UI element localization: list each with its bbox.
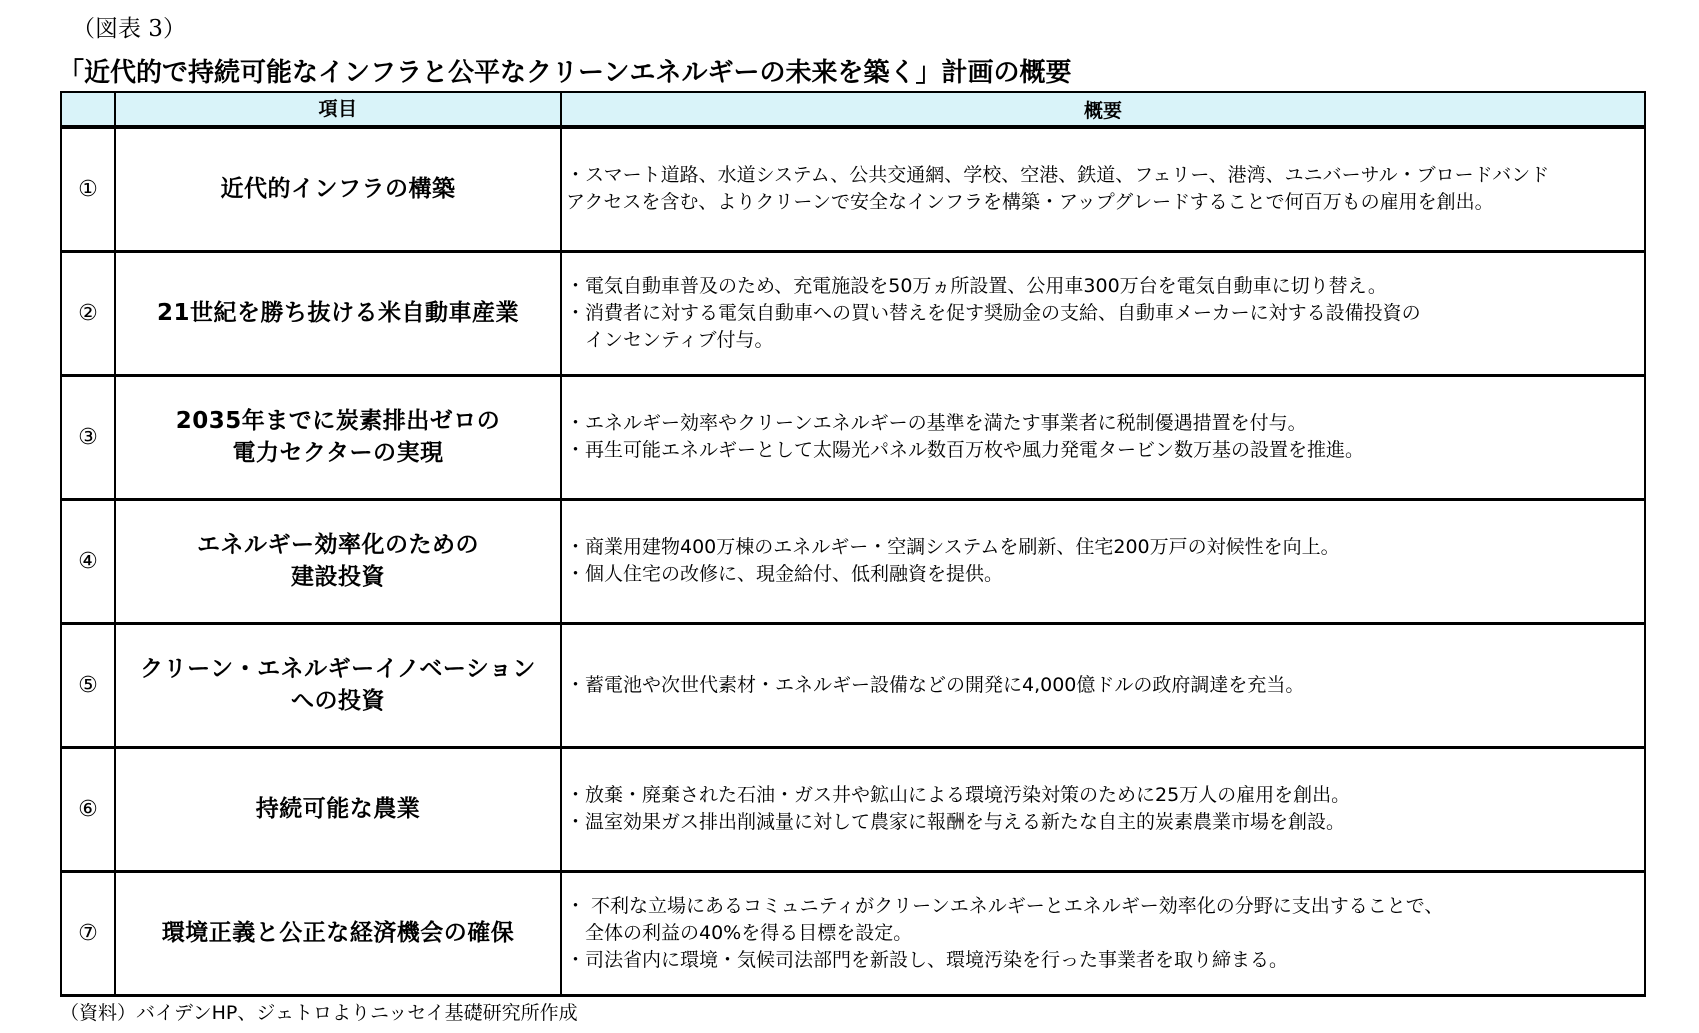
row-summary — [561, 871, 1645, 995]
table-header-row — [61, 92, 1645, 127]
plan-summary-table — [60, 91, 1646, 997]
row-summary — [561, 499, 1645, 623]
row-summary — [561, 127, 1645, 251]
table-row — [61, 251, 1645, 375]
summary-line: インセンティブ付与。 — [566, 328, 774, 351]
header-summary: 概要 — [561, 92, 1645, 127]
page-title: 「近代的で持続可能なインフラと公平なクリーンエネルギーの未来を築く」計画の概要 — [58, 58, 1072, 88]
table-row — [61, 375, 1645, 499]
item-line: への投資 — [291, 688, 385, 714]
row-item — [115, 375, 561, 499]
row-item — [115, 747, 561, 871]
summary-line: ・電気自動車普及のため、充電施設を50万ヵ所設置、公用車300万台を電気自動車に切り替え。 — [566, 274, 1387, 297]
row-summary — [561, 375, 1645, 499]
summary-line: ・個人住宅の改修に、現金給付、低利融資を提供。 — [566, 563, 1004, 585]
table-row — [61, 871, 1645, 995]
item-line: 21世紀を勝ち抜ける米自動車産業 — [156, 300, 519, 326]
item-line: エネルギー効率化のための — [197, 532, 479, 558]
item-line: 持続可能な農業 — [255, 796, 421, 822]
row-number: ① — [61, 127, 115, 251]
table-row — [61, 623, 1645, 747]
summary-line: ・スマート道路、水道システム、公共交通網、学校、空港、鉄道、フェリー、港湾、ユニバーサル・ブロードバンド — [566, 164, 1550, 187]
row-item — [115, 871, 561, 995]
row-summary — [561, 623, 1645, 747]
item-line: 建設投資 — [291, 564, 385, 590]
summary-line: ・放棄・廃棄された石油・ガス井や鉱山による環境汚染対策のために25万人の雇用を創出。 — [566, 784, 1351, 806]
row-summary — [561, 747, 1645, 871]
summary-line: ・蓄電池や次世代素材・エネルギー設備などの開発に4,000億ドルの政府調達を充当。 — [566, 673, 1305, 696]
source-note: （資料）バイデンHP、ジェトロよりニッセイ基礎研究所作成 — [60, 1002, 578, 1024]
row-number: ⑥ — [61, 747, 115, 871]
row-number: ③ — [61, 375, 115, 499]
summary-line: ・再生可能エネルギーとして太陽光パネル数百万枚や風力発電タービン数万基の設置を推進。 — [566, 439, 1365, 461]
table-row — [61, 499, 1645, 623]
summary-line: ・ 不利な立場にあるコミュニティがクリーンエネルギーとエネルギー効率化の分野に支出することで、 — [566, 894, 1444, 917]
row-item — [115, 127, 561, 251]
item-line: 2035年までに炭素排出ゼロの — [175, 408, 501, 434]
summary-line: アクセスを含む、よりクリーンで安全なインフラを構築・アップグレードすることで何百万もの雇用を創出。 — [566, 191, 1494, 214]
row-number: ⑤ — [61, 623, 115, 747]
table-body — [61, 127, 1645, 995]
table-row — [61, 747, 1645, 871]
row-item — [115, 499, 561, 623]
summary-line: 全体の利益の40%を得る目標を設定。 — [566, 921, 913, 944]
row-summary — [561, 251, 1645, 375]
row-item — [115, 623, 561, 747]
header-item: 項目 — [115, 92, 561, 127]
row-item — [115, 251, 561, 375]
figure-label: （図表 3） — [72, 16, 186, 42]
table-row — [61, 127, 1645, 251]
item-line: 環境正義と公正な経済機会の確保 — [161, 920, 515, 946]
row-number: ④ — [61, 499, 115, 623]
summary-line: ・司法省内に環境・気候司法部門を新設し、環境汚染を行った事業者を取り締まる。 — [566, 948, 1289, 971]
header-number — [61, 92, 115, 127]
summary-line: ・温室効果ガス排出削減量に対して農家に報酬を与える新たな自主的炭素農業市場を創設。 — [566, 811, 1346, 833]
summary-line: ・エネルギー効率やクリーンエネルギーの基準を満たす事業者に税制優遇措置を付与。 — [566, 412, 1307, 434]
summary-line: ・商業用建物400万棟のエネルギー・空調システムを刷新、住宅200万戸の対候性を向上。 — [566, 536, 1340, 558]
row-number: ② — [61, 251, 115, 375]
summary-line: ・消費者に対する電気自動車への買い替えを促す奨励金の支給、自動車メーカーに対する設備投資の — [566, 301, 1421, 324]
row-number: ⑦ — [61, 871, 115, 995]
item-line: クリーン・エネルギーイノベーション — [140, 656, 536, 682]
item-line: 近代的インフラの構築 — [220, 176, 456, 203]
item-line: 電力セクターの実現 — [232, 440, 444, 466]
